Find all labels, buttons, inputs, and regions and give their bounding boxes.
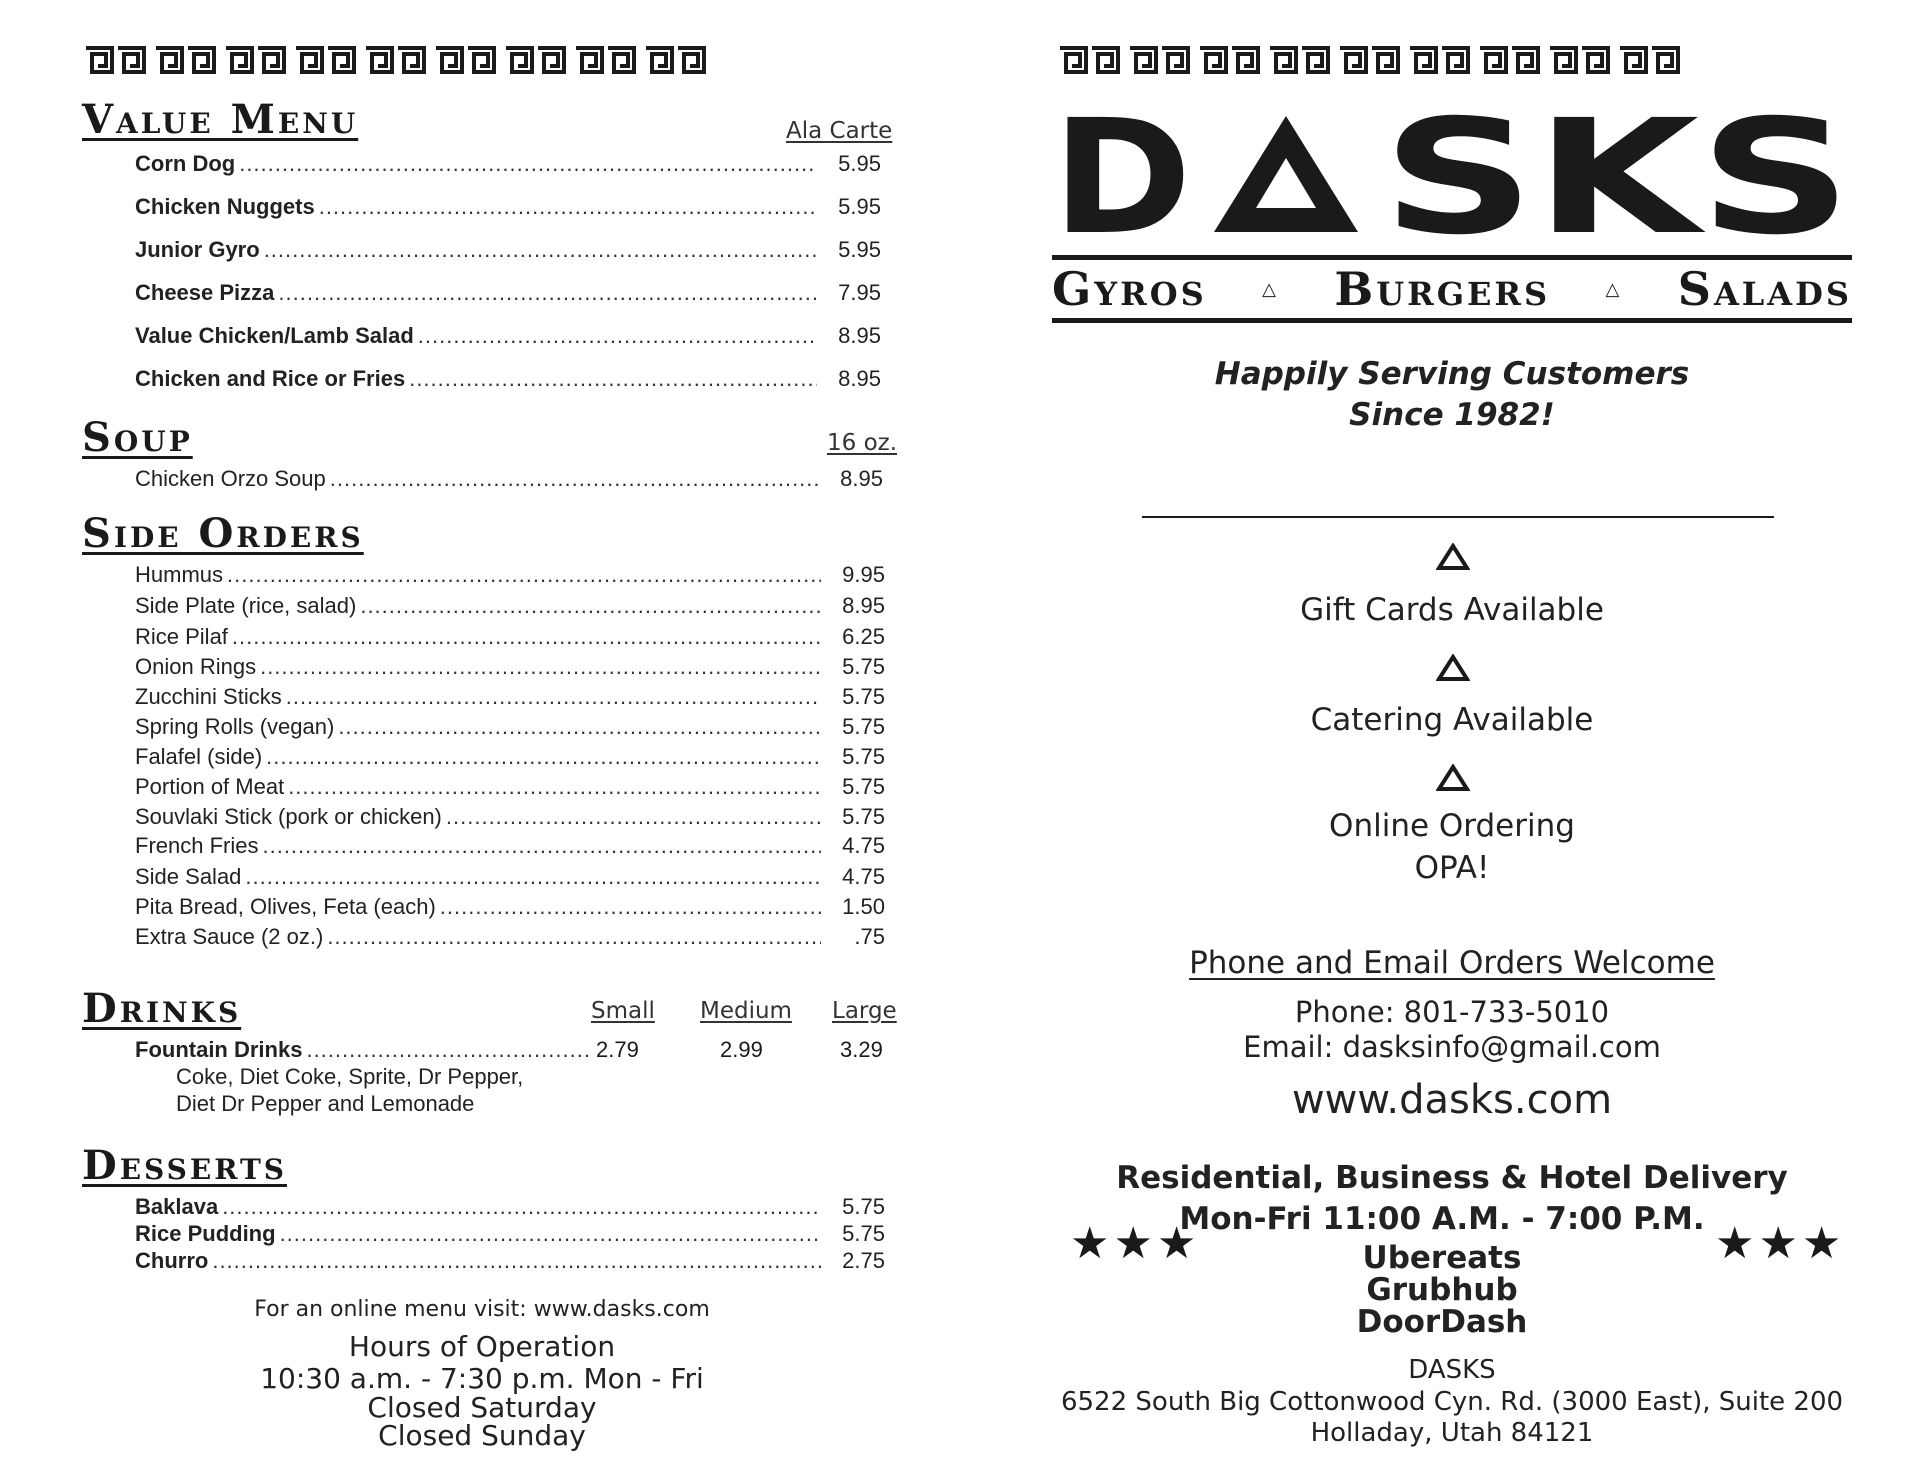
item-price: 5.75 (842, 804, 885, 829)
greek-key-tile (1548, 45, 1610, 75)
item-price: 5.75 (842, 654, 885, 679)
online-menu-note: For an online menu visit: www.dasks.com (254, 1297, 710, 1322)
triangle-icon (1436, 764, 1470, 792)
online-ordering-text: Online Ordering (1329, 808, 1575, 844)
closed-sunday: Closed Sunday (378, 1419, 586, 1452)
item-name: Chicken and Rice or Fries (135, 366, 406, 391)
greek-key-tile (434, 45, 496, 75)
closed-saturday: Closed Saturday (367, 1391, 597, 1424)
item-price: 6.25 (842, 624, 885, 649)
email-address: Email: dasksinfo@gmail.com (1243, 1030, 1661, 1064)
item-price: 5.75 (842, 714, 885, 739)
side-orders-title: Side Orders (82, 510, 364, 557)
slogan-line1: Happily Serving Customers (1214, 356, 1690, 392)
greek-key-tile (1338, 45, 1400, 75)
ala-carte-header: Ala Carte (786, 118, 893, 144)
greek-key-tile (84, 45, 146, 75)
dasks-logo (1052, 110, 1852, 240)
drinks-small-header: Small (591, 998, 655, 1024)
drinks-medium-header: Medium (700, 998, 792, 1024)
drink-price-small: 2.79 (596, 1037, 639, 1062)
gift-cards-text: Gift Cards Available (1300, 592, 1604, 628)
divider-line (1142, 516, 1774, 518)
delivery-doordash: DoorDash (1356, 1304, 1528, 1340)
item-price: 8.95 (838, 323, 881, 348)
tagline-gyros: Gyros (1052, 262, 1207, 316)
greek-key-tile (644, 45, 706, 75)
dot-leader (409, 366, 817, 392)
item-price: .75 (854, 924, 885, 949)
menu-row (135, 804, 885, 830)
item-price: 4.75 (842, 833, 885, 858)
item-price: 4.75 (842, 864, 885, 889)
item-price: 5.75 (842, 744, 885, 769)
menu-row (135, 654, 885, 680)
dot-leader (222, 1194, 821, 1220)
menu-row (135, 864, 885, 890)
item-name: Hummus (135, 562, 224, 587)
dot-leader (338, 714, 821, 740)
greek-key-tile (1478, 45, 1540, 75)
item-name: Churro (135, 1248, 209, 1273)
item-name: Cheese Pizza (135, 280, 275, 305)
item-name: Chicken Orzo Soup (135, 466, 326, 491)
greek-key-tile (1268, 45, 1330, 75)
greek-key-tile (1408, 45, 1470, 75)
item-name: Onion Rings (135, 654, 257, 679)
item-name: Side Salad (135, 864, 242, 889)
item-price: 9.95 (842, 562, 885, 587)
dot-leader (232, 624, 821, 650)
menu-row (135, 833, 885, 859)
dot-leader (446, 804, 821, 830)
delivery-hours: Mon-Fri 11:00 A.M. - 7:00 P.M. (1179, 1201, 1705, 1237)
menu-row (135, 562, 885, 588)
item-name: French Fries (135, 833, 259, 858)
phone-number: Phone: 801-733-5010 (1294, 995, 1610, 1029)
address-name: DASKS (1408, 1355, 1496, 1385)
item-price: 5.95 (838, 151, 881, 176)
drink-price-medium: 2.99 (720, 1037, 763, 1062)
dot-leader (212, 1248, 821, 1274)
tagline-salads: Salads (1677, 262, 1852, 316)
greek-key-tile (1128, 45, 1190, 75)
menu-row (135, 1248, 885, 1274)
address-street: 6522 South Big Cottonwood Cyn. Rd. (3000 East), Suite 200 (1060, 1387, 1844, 1417)
greek-key-tile (1198, 45, 1260, 75)
desserts-title: Desserts (82, 1142, 288, 1189)
item-price: 7.95 (838, 280, 881, 305)
dot-leader (280, 1221, 821, 1247)
logo-rule-bottom (1052, 318, 1852, 323)
delivery-ubereats: Ubereats (1362, 1240, 1522, 1276)
dot-leader (264, 237, 817, 263)
item-price: 2.75 (842, 1248, 885, 1273)
dot-leader (239, 151, 817, 177)
triangle-icon (1436, 543, 1470, 571)
dot-leader (327, 924, 821, 950)
dot-leader (227, 562, 821, 588)
greek-key-tile (224, 45, 286, 75)
item-name: Pita Bread, Olives, Feta (each) (135, 894, 436, 919)
menu-row (135, 323, 881, 349)
greek-key-tile (294, 45, 356, 75)
slogan-line2: Since 1982! (1349, 397, 1555, 433)
item-name: Souvlaki Stick (pork or chicken) (135, 804, 442, 829)
item-price: 5.95 (838, 194, 881, 219)
greek-key-border-left (84, 45, 706, 75)
item-price: 5.75 (842, 684, 885, 709)
greek-key-tile (154, 45, 216, 75)
menu-row (135, 624, 885, 650)
menu-row (135, 894, 885, 920)
menu-row (135, 151, 881, 177)
item-name: Spring Rolls (vegan) (135, 714, 335, 739)
menu-row (135, 194, 881, 220)
logo-rule-top (1052, 255, 1852, 260)
item-name: Junior Gyro (135, 237, 260, 262)
triangle-icon (1436, 654, 1470, 682)
menu-row (135, 744, 885, 770)
drink-row-fountain (135, 1037, 595, 1063)
menu-row (135, 774, 885, 800)
item-price: 1.50 (842, 894, 885, 919)
item-name: Extra Sauce (2 oz.) (135, 924, 324, 949)
website-url: www.dasks.com (1291, 1077, 1613, 1123)
catering-text: Catering Available (1310, 702, 1594, 738)
drinks-title: Drinks (82, 985, 242, 1032)
item-name: Value Chicken/Lamb Salad (135, 323, 414, 348)
logo-letters-sks: SKS (1382, 110, 1852, 240)
item-price: 8.95 (840, 466, 883, 491)
item-name: Baklava (135, 1194, 219, 1219)
item-price: 8.95 (838, 366, 881, 391)
dot-leader (288, 774, 821, 800)
dot-leader (418, 323, 817, 349)
delivery-grubhub: Grubhub (1366, 1272, 1518, 1308)
dot-leader (360, 593, 821, 619)
dot-leader (245, 864, 821, 890)
menu-row (135, 237, 881, 263)
menu-row (135, 1221, 885, 1247)
dot-leader (286, 684, 821, 710)
tagline-burgers: Burgers (1334, 262, 1551, 316)
triangle-icon: △ (1262, 278, 1279, 300)
item-price: 8.95 (842, 593, 885, 618)
dot-leader (319, 194, 817, 220)
item-price: 5.75 (842, 774, 885, 799)
greek-key-tile (1618, 45, 1680, 75)
value-menu-title: Value Menu (82, 96, 359, 143)
logo-letter-d: D (1052, 110, 1192, 240)
dot-leader (330, 466, 819, 492)
contact-heading-text: Phone and Email Orders Welcome (1189, 945, 1715, 981)
item-name: Falafel (side) (135, 744, 263, 769)
dot-leader (440, 894, 821, 920)
menu-row (135, 593, 885, 619)
menu-row (135, 924, 885, 950)
greek-key-tile (1058, 45, 1120, 75)
dot-leader (262, 833, 821, 859)
greek-key-tile (574, 45, 636, 75)
triangle-icon: △ (1605, 278, 1623, 300)
item-name: Zucchini Sticks (135, 684, 282, 709)
item-price: 5.95 (838, 237, 881, 262)
dot-leader (266, 744, 821, 770)
opa-text: OPA! (1414, 850, 1490, 886)
menu-row (135, 366, 881, 392)
item-price: 5.75 (842, 1221, 885, 1246)
item-name: Corn Dog (135, 151, 236, 176)
star-icon-group-left: ★★★ (1070, 1219, 1201, 1268)
greek-key-tile (504, 45, 566, 75)
item-name: Fountain Drinks (135, 1037, 303, 1062)
delivery-line1: Residential, Business & Hotel Delivery (1116, 1160, 1788, 1196)
tagline (1052, 262, 1852, 316)
soup-title: Soup (82, 414, 193, 461)
hours-title: Hours of Operation (348, 1330, 616, 1363)
hours-line: 10:30 a.m. - 7:30 p.m. Mon - Fri (260, 1362, 704, 1395)
item-name: Chicken Nuggets (135, 194, 315, 219)
address-city: Holladay, Utah 84121 (1310, 1418, 1594, 1448)
dot-leader (278, 280, 817, 306)
contact-heading (1052, 945, 1852, 981)
item-name: Portion of Meat (135, 774, 285, 799)
item-name: Rice Pilaf (135, 624, 228, 649)
item-price: 5.75 (842, 1194, 885, 1219)
menu-row (135, 1194, 885, 1220)
logo-triangle-icon (1214, 116, 1358, 232)
drink-flavors-line2: Diet Dr Pepper and Lemonade (176, 1091, 475, 1116)
menu-row (135, 466, 883, 492)
soup-size-header: 16 oz. (827, 430, 898, 456)
menu-row (135, 714, 885, 740)
star-icon-group-right: ★★★ (1715, 1219, 1846, 1268)
drink-flavors-line1: Coke, Diet Coke, Sprite, Dr Pepper, (176, 1064, 524, 1089)
dot-leader (306, 1037, 589, 1063)
drink-price-large: 3.29 (840, 1037, 883, 1062)
greek-key-tile (364, 45, 426, 75)
item-name: Side Plate (rice, salad) (135, 593, 357, 618)
menu-row (135, 280, 881, 306)
menu-row (135, 684, 885, 710)
dot-leader (260, 654, 821, 680)
item-name: Rice Pudding (135, 1221, 276, 1246)
greek-key-border-right (1058, 45, 1680, 75)
drinks-large-header: Large (832, 998, 897, 1024)
